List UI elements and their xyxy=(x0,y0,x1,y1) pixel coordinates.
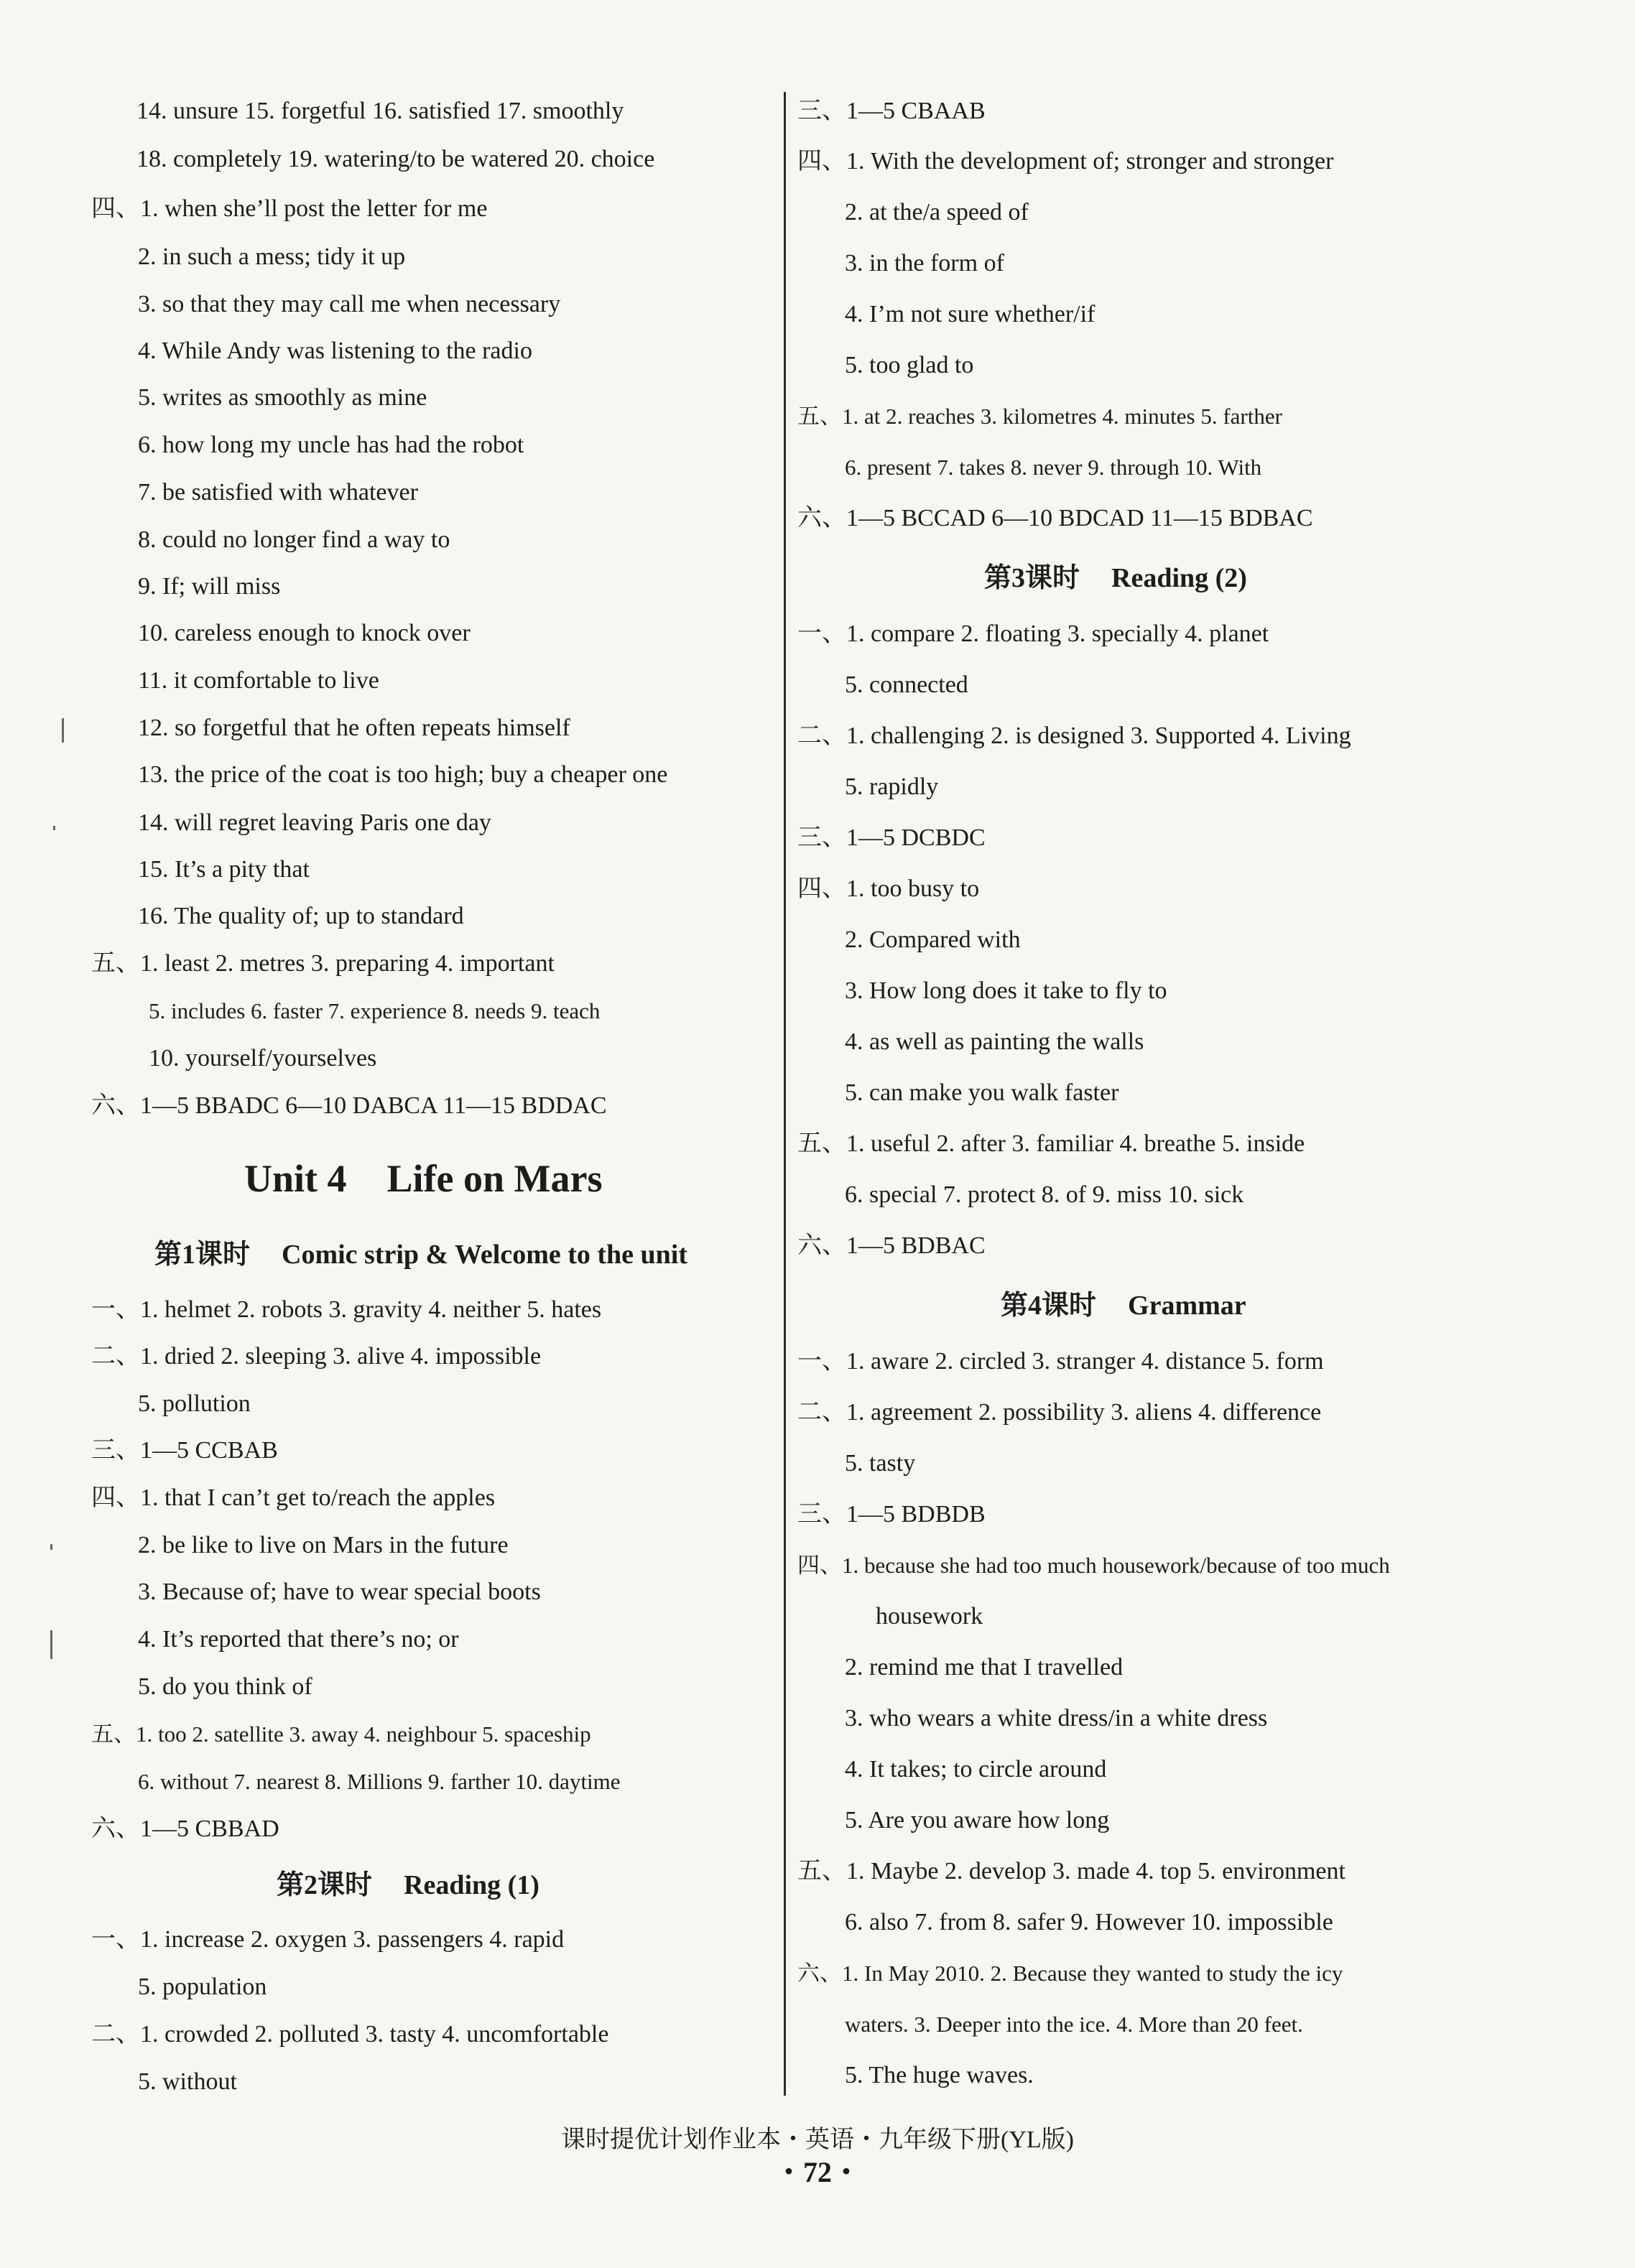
answer-line: 5. do you think of xyxy=(138,1673,312,1700)
answer-line: 四、1. With the development of; stronger and stronger xyxy=(797,148,1334,175)
answer-line: 3. in the form of xyxy=(845,250,1004,276)
answer-line: 12. so forgetful that he often repeats himself xyxy=(138,715,570,741)
answer-line: 5. can make you walk faster xyxy=(845,1079,1119,1106)
answer-line: 6. also 7. from 8. safer 9. However 10. impossible xyxy=(845,1909,1333,1935)
answer-line: 三、1—5 CCBAB xyxy=(91,1437,278,1464)
answer-line: 3. who wears a white dress/in a white dress xyxy=(845,1705,1268,1732)
answer-line: 4. While Andy was listening to the radio xyxy=(138,338,532,364)
lesson-title: Grammar xyxy=(1128,1291,1246,1321)
answer-line: 3. How long does it take to fly to xyxy=(845,977,1167,1004)
unit-title xyxy=(244,1153,602,1204)
answer-line: 13. the price of the coat is too high; buy a cheaper one xyxy=(138,761,668,788)
answer-line: 9. If; will miss xyxy=(138,573,281,600)
answer-line: 11. it comfortable to live xyxy=(138,667,379,694)
answer-line: 5. population xyxy=(138,1974,267,2000)
answer-line: 6. present 7. takes 8. never 9. through 10. With xyxy=(845,455,1262,480)
answer-line: 四、1. too busy to xyxy=(797,875,980,902)
answer-line: 16. The quality of; up to standard xyxy=(138,903,464,929)
answer-line: 三、1—5 BDBDB xyxy=(797,1501,986,1528)
answer-line: 二、1. agreement 2. possibility 3. aliens 4. difference xyxy=(797,1399,1322,1426)
answer-line: 15. It’s a pity that xyxy=(138,856,310,883)
answer-line: 14. unsure 15. forgetful 16. satisfied 17. smoothly xyxy=(136,98,624,124)
answer-line: 二、1. dried 2. sleeping 3. alive 4. impossible xyxy=(91,1343,542,1370)
answer-line: 18. completely 19. watering/to be watered 20. choice xyxy=(136,146,655,172)
unit-label: Unit 4 xyxy=(244,1157,347,1200)
answer-line: 5. The huge waves. xyxy=(845,2062,1034,2088)
section-heading xyxy=(1001,1288,1246,1324)
answer-line: 4. It takes; to circle around xyxy=(845,1756,1107,1783)
answer-line: 四、1. because she had too much housework/because of too much xyxy=(797,1553,1390,1578)
lesson-title: Reading (2) xyxy=(1111,563,1247,593)
answer-line: 4. as well as painting the walls xyxy=(845,1028,1144,1055)
footer-book-title: 课时提优计划作业本・英语・九年级下册(YL版) xyxy=(561,2127,1074,2153)
lesson-title: Reading (1) xyxy=(404,1870,539,1900)
answer-line: 五、1. too 2. satellite 3. away 4. neighbour 5. spaceship xyxy=(91,1721,591,1747)
answer-line: 10. yourself/yourselves xyxy=(149,1045,377,1072)
answer-line: 2. at the/a speed of xyxy=(845,199,1029,226)
answer-line: 4. I’m not sure whether/if xyxy=(845,301,1096,327)
answer-line: 5. pollution xyxy=(138,1390,251,1417)
scan-mark xyxy=(62,718,64,743)
answer-line: 5. Are you aware how long xyxy=(845,1807,1110,1834)
answer-line: 四、1. when she’ll post the letter for me xyxy=(91,195,488,222)
answer-line: 五、1. Maybe 2. develop 3. made 4. top 5. environment xyxy=(797,1858,1345,1884)
answer-line: 六、1—5 BBADC 6—10 DABCA 11—15 BDDAC xyxy=(91,1092,607,1119)
answer-line: 6. without 7. nearest 8. Millions 9. farther 10. daytime xyxy=(138,1769,621,1794)
answer-line: 3. so that they may call me when necessary xyxy=(138,291,561,317)
answer-line: 三、1—5 DCBDC xyxy=(797,824,986,851)
answer-line: 一、1. increase 2. oxygen 3. passengers 4. rapid xyxy=(91,1926,565,1953)
answer-line: 8. could no longer find a way to xyxy=(138,526,450,553)
lesson-number: 第1课时 xyxy=(154,1240,251,1270)
answer-line: 5. includes 6. faster 7. experience 8. needs 9. teach xyxy=(149,998,601,1023)
page-number: ・72・ xyxy=(774,2156,861,2188)
answer-line: 6. how long my uncle has had the robot xyxy=(138,432,524,458)
section-heading xyxy=(154,1237,687,1273)
answer-line: 5. rapidly xyxy=(845,773,939,800)
scan-mark xyxy=(50,1630,52,1659)
answer-line: 四、1. that I can’t get to/reach the apples xyxy=(91,1484,496,1511)
answer-line: 4. It’s reported that there’s no; or xyxy=(138,1626,459,1653)
answer-line: 5. too glad to xyxy=(845,352,974,378)
answer-line: 五、1. at 2. reaches 3. kilometres 4. minutes 5. farther xyxy=(797,404,1282,429)
section-heading xyxy=(277,1867,539,1903)
lesson-number: 第2课时 xyxy=(277,1870,373,1900)
answer-line: 六、1. In May 2010. 2. Because they wanted to study the icy xyxy=(797,1961,1343,1986)
section-heading xyxy=(984,560,1247,596)
lesson-number: 第3课时 xyxy=(984,563,1080,593)
answer-line: 六、1—5 BDBAC xyxy=(797,1232,986,1259)
unit-name: Life on Mars xyxy=(386,1157,603,1200)
scan-mark xyxy=(50,1544,52,1550)
lesson-number: 第4课时 xyxy=(1001,1291,1097,1321)
answer-line: 6. special 7. protect 8. of 9. miss 10. sick xyxy=(845,1181,1244,1208)
column-divider xyxy=(784,92,786,2096)
answer-line: 2. in such a mess; tidy it up xyxy=(138,243,406,270)
answer-line: 2. Compared with xyxy=(845,926,1021,953)
answer-line: 2. be like to live on Mars in the future xyxy=(138,1532,509,1558)
answer-line: 5. connected xyxy=(845,671,968,698)
answer-line: 五、1. useful 2. after 3. familiar 4. breathe 5. inside xyxy=(797,1130,1305,1157)
scan-mark xyxy=(53,826,55,830)
answer-line: 5. without xyxy=(138,2068,237,2095)
answer-line: 一、1. aware 2. circled 3. stranger 4. distance 5. form xyxy=(797,1348,1324,1375)
answer-line: 5. tasty xyxy=(845,1450,916,1477)
answer-line: 二、1. crowded 2. polluted 3. tasty 4. uncomfortable xyxy=(91,2021,609,2048)
answer-line: 10. careless enough to knock over xyxy=(138,620,471,646)
answer-line: 三、1—5 CBAAB xyxy=(797,98,986,124)
answer-line: 一、1. helmet 2. robots 3. gravity 4. neither 5. hates xyxy=(91,1296,602,1323)
answer-line: 一、1. compare 2. floating 3. specially 4. planet xyxy=(797,621,1269,647)
answer-line: waters. 3. Deeper into the ice. 4. More than 20 feet. xyxy=(845,2012,1303,2037)
answer-line: 3. Because of; have to wear special boots xyxy=(138,1579,541,1605)
answer-line: 二、1. challenging 2. is designed 3. Supported 4. Living xyxy=(797,722,1351,749)
answer-line: 六、1—5 BCCAD 6—10 BDCAD 11—15 BDBAC xyxy=(797,505,1313,531)
answer-line: 五、1. least 2. metres 3. preparing 4. important xyxy=(91,950,555,977)
answer-line: 六、1—5 CBBAD xyxy=(91,1816,279,1842)
answer-line: 7. be satisfied with whatever xyxy=(138,479,418,506)
answer-line: 5. writes as smoothly as mine xyxy=(138,384,427,411)
answer-line: 14. will regret leaving Paris one day xyxy=(138,809,491,836)
answer-line: housework xyxy=(876,1603,983,1630)
answer-line: 2. remind me that I travelled xyxy=(845,1654,1124,1681)
lesson-title: Comic strip & Welcome to the unit xyxy=(282,1240,688,1270)
